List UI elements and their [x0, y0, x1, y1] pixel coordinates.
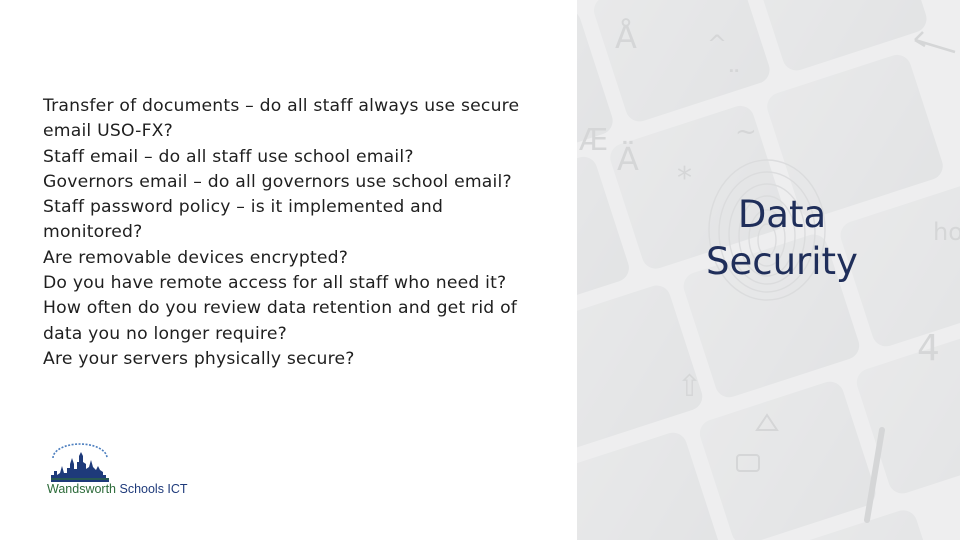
question-line: Staff password policy – is it implemented and	[43, 197, 444, 218]
question-line: Staff email – do all staff use school email?	[43, 146, 414, 167]
logo-wandsworth-text: Wandsworth	[47, 482, 117, 496]
question-line: monitored?	[43, 222, 143, 243]
wandsworth-schools-ict-logo	[46, 442, 196, 498]
question-line: Are removable devices encrypted?	[43, 247, 349, 268]
question-line: Do you have remote access for all staff who need it?	[43, 273, 507, 294]
question-line: How often do you review data retention and get rid of	[43, 298, 518, 319]
logo-schools-ict-text: Schools ICT	[116, 482, 188, 496]
question-line: data you no longer require?	[43, 323, 287, 344]
title-line-data: Data	[737, 193, 827, 236]
question-line: Transfer of documents – do all staff always use secure	[43, 96, 520, 116]
skyline-emblem-icon	[49, 442, 111, 484]
logo-wordmark	[47, 482, 188, 496]
slide-title	[677, 191, 887, 285]
question-list	[43, 94, 543, 372]
question-line: email USO-FX?	[43, 121, 173, 142]
title-line-security: Security	[706, 240, 858, 283]
keyboard-photo-panel	[577, 0, 960, 540]
question-line: Are your servers physically secure?	[43, 348, 355, 369]
question-line: Governors email – do all governors use school email?	[43, 171, 512, 192]
